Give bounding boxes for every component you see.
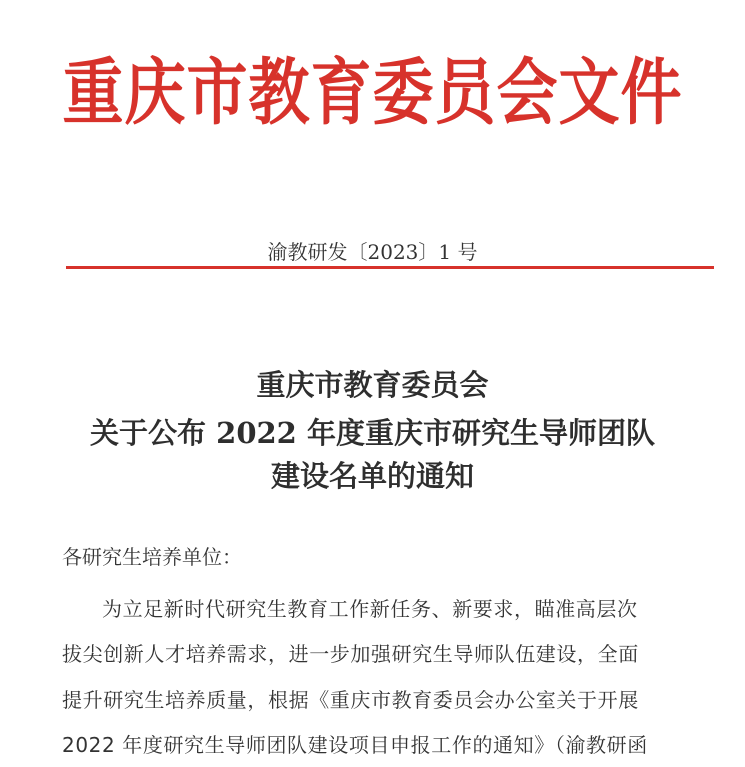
body-paragraph-line: 为立足新时代研究生教育工作新任务、新要求，瞄准高层次: [102, 597, 638, 621]
body-paragraph-line: 2022 年度研究生导师团队建设项目申报工作的通知》（渝教研函: [62, 733, 648, 757]
salutation: 各研究生培养单位：: [62, 545, 242, 569]
agency-header-title: 重庆市教育委员会文件: [62, 51, 683, 136]
body-paragraph-line: 提升研究生培养质量，根据《重庆市教育委员会办公室关于开展: [62, 688, 639, 712]
document-number: 渝教研发〔2023〕1 号: [267, 240, 478, 264]
body-paragraph-line: 拔尖创新人才培养需求，进一步加强研究生导师队伍建设，全面: [62, 642, 639, 666]
notice-title-line-2: 关于公布 2022 年度重庆市研究生导师团队: [90, 416, 655, 450]
notice-title-line-3: 建设名单的通知: [270, 459, 474, 493]
red-divider-rule: [66, 266, 714, 269]
notice-title-line-1: 重庆市教育委员会: [256, 368, 489, 402]
